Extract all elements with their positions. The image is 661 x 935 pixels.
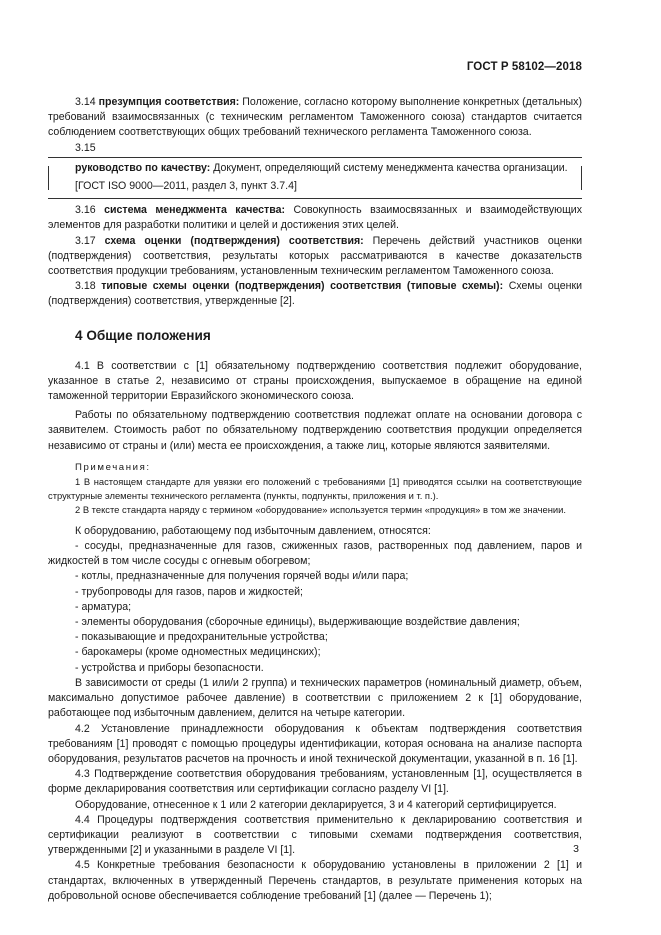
equipment-list-item: - элементы оборудования (сборочные единицы), выдерживающие воздействие давления; xyxy=(75,616,520,629)
term-3-14 xyxy=(48,95,582,141)
term-number: 3.16 xyxy=(75,204,105,217)
categories-paragraph: В зависимости от среды (1 или/и 2 группа) и технических параметров (номинальный диаметр, объем, максимально допустимое рабочее давление) в соответствии с приложением 2 к [1] оборудование, работающее под избыточным давлением, делится на четыре категории. xyxy=(48,676,582,720)
term-3-16 xyxy=(48,203,582,233)
clause-4-3-categories: Оборудование, отнесенное к 1 или 2 категории декларируется, 3 и 4 категорий сертифицируется. xyxy=(75,798,557,811)
clause-4-2: 4.2 Установление принадлежности оборудования к объектам подтверждения соответствия требованиям [1] проводят с помощью процедуры идентификации, которая основана на анализе паспорта оборудования, результатов расчетов на прочность и иной технической документации, указанной в п. 16 [1]. xyxy=(48,722,582,765)
term-name: типовые схемы оценки (подтверждения) соответствия (типовые схемы): xyxy=(101,280,504,293)
equipment-intro: К оборудованию, работающему под избыточным давлением, относятся: xyxy=(75,524,431,537)
spacer xyxy=(48,517,582,524)
notes-heading: Примечания: xyxy=(75,461,151,473)
equipment-list-item: - арматура; xyxy=(75,600,132,613)
box-right-bracket xyxy=(581,166,582,190)
spacer xyxy=(48,454,582,461)
equipment-list-item: - устройства и приборы безопасности. xyxy=(75,661,264,674)
clause-4-5: 4.5 Конкретные требования безопасности к оборудованию установлены в приложении 2 [1] и стандартах, включенных в утвержденный Перечень стандартов, в результате применения которых на добровольной основе обеспечивается соблюдение требований [1] (далее — Перечень 1); xyxy=(48,859,582,902)
section-4-heading: 4 Общие положения xyxy=(75,327,211,343)
term-name: руководство по качеству: xyxy=(75,161,211,174)
term-definition: Схемы оценки (подтверждения) соответствия, утвержденные [2]. xyxy=(48,280,583,308)
term-number: 3.14 xyxy=(75,96,99,108)
term-3-18 xyxy=(48,279,582,309)
equipment-list-item: - котлы, предназначенные для получения горячей воды и/или пара; xyxy=(75,570,409,583)
page-body xyxy=(48,95,582,904)
term-name: презумпция соответствия: xyxy=(98,96,240,108)
term-3-17 xyxy=(48,234,582,280)
equipment-list-item: - показывающие и предохранительные устройства; xyxy=(75,631,328,644)
term-definition: Положение, согласно которому выполнение конкретных (детальных) требований взаимосвязанных (с техническим регламентом Таможенного союза) стандартов считается соблюдением соответствующих общих требований технического регламента Таможенного союза. xyxy=(48,96,583,139)
term-3-15 xyxy=(75,161,574,176)
term-name: система менеджмента качества: xyxy=(104,204,286,217)
note-2: 2 В тексте стандарта наряду с термином «оборудование» используется термин «продукция» в том же значении. xyxy=(75,503,566,515)
term-definition: Совокупность взаимосвязанных и взаимодействующих элементов для разработки политики и целей и достижения этих целей. xyxy=(48,204,582,232)
equipment-list-item: - барокамеры (кроме одноместных медицинских); xyxy=(75,646,321,659)
page-number: 3 xyxy=(573,843,579,855)
term-definition: Документ, определяющий систему менеджмента качества организации. xyxy=(210,161,568,174)
term-definition: Перечень действий участников оценки (подтверждения) соответствия, результаты которых рассматриваются в качестве доказательств соответствия продукции требованиям, установленным техническим регламентом Таможенного союза. xyxy=(48,234,582,278)
term-3-15-number: 3.15 xyxy=(75,141,96,154)
clause-4-3: 4.3 Подтверждение соответствия оборудования требованиям, установленным [1], осуществляется в форме декларирования соответствия или сертификации согласно разделу VI [1]. xyxy=(48,768,582,796)
term-number: 3.18 xyxy=(75,280,102,293)
clause-4-4: 4.4 Процедуры подтверждения соответствия применительно к декларированию соответствия и сертификации реализуют в соответствии с типовыми схемами подтверждения соответствия, утвержденными [2] и указанными в разделе VI [1]. xyxy=(48,813,582,857)
equipment-item-vessels: - сосуды, предназначенные для газов, сжиженных газов, растворенных под давлением, паров и жидкостей в том числе сосуды с огневым обогревом; xyxy=(48,540,582,568)
term-3-15-reference: [ГОСТ ISO 9000—2011, раздел 3, пункт 3.7.4] xyxy=(75,180,297,193)
term-3-15-box xyxy=(48,157,582,199)
term-name: схема оценки (подтверждения) соответствия: xyxy=(104,234,364,247)
note-1: 1 В настоящем стандарте для увязки его положений с требованиями [1] приводятся ссылки на соответствующие структурные элементы технического регламента (пункты, подпункты, приложения и т. п.). xyxy=(48,475,582,501)
equipment-list-item: - трубопроводы для газов, паров и жидкостей; xyxy=(75,585,303,598)
standard-designation: ГОСТ Р 58102—2018 xyxy=(466,61,582,73)
box-left-bracket xyxy=(48,166,49,190)
payment-paragraph: Работы по обязательному подтверждению соответствия подлежат оплате на основании договора с заявителем. Стоимость работ по обязательному подтверждению соответствия продукции определяется независимо от страны и (или) места ее происхождения, а также лиц, которые являются заявителями. xyxy=(48,409,582,452)
clause-4-1: 4.1 В соответствии с [1] обязательному подтверждению соответствия подлежит оборудование, указанное в статье 2, независимо от страны происхождения, выпускаемое в обращение на единой таможенной территории Евразийского экономического союза. xyxy=(48,359,582,403)
term-number: 3.17 xyxy=(75,234,105,247)
